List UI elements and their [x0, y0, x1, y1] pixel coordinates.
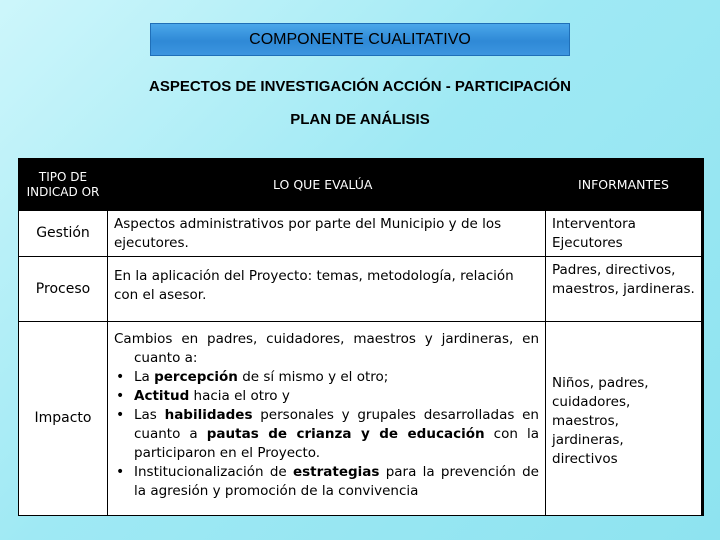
title-banner [150, 23, 570, 56]
informant-line: Ejecutores [552, 235, 623, 251]
section-title: PLAN DE ANÁLISIS [290, 111, 430, 128]
header-informants: INFORMANTES [546, 159, 701, 210]
informant-line: Interventora [552, 216, 636, 232]
row-label-proceso: Proceso [19, 257, 107, 321]
informants-text: Niños, padres, cuidadores, maestros, jardineras, directivos [552, 375, 649, 467]
impact-intro: Cambios en padres, cuidadores, maestros y jardineras, en cuanto a: [114, 331, 539, 366]
impact-item: • Institucionalización de estrategias para la prevención de la agresión y promoción de la convivencia [134, 463, 539, 501]
cell-evaluates-impacto [108, 322, 545, 515]
impact-item: • La percepción de sí mismo y el otro; [134, 368, 539, 387]
cell-evaluates-proceso: En la aplicación del Proyecto: temas, metodología, relación con el asesor. [108, 257, 545, 321]
subtitle: ASPECTOS DE INVESTIGACIÓN ACCIÓN - PARTICIPACIÓN [149, 78, 571, 95]
row-label-impacto: Impacto [19, 322, 107, 515]
header-evaluates: LO QUE EVALÚA [108, 159, 545, 210]
row-label-gestion: Gestión [19, 211, 107, 256]
cell-informants-proceso: Padres, directivos, maestros, jardineras. [546, 257, 701, 321]
impact-item: • Las habilidades personales y grupales desarrolladas en cuanto a pautas de crianza y de educación con la participaron en el Proyecto. [134, 406, 539, 463]
page-title: COMPONENTE CUALITATIVO [249, 30, 471, 48]
analysis-table [18, 158, 704, 516]
cell-informants-impacto [546, 322, 701, 515]
impact-list [114, 368, 539, 501]
cell-evaluates-gestion: Aspectos administrativos por parte del Municipio y de los ejecutores. [108, 211, 545, 256]
cell-informants-gestion [546, 211, 701, 256]
header-indicator-type: TIPO DE INDICAD OR [19, 159, 107, 210]
impact-item: • Actitud hacia el otro y [134, 387, 539, 406]
